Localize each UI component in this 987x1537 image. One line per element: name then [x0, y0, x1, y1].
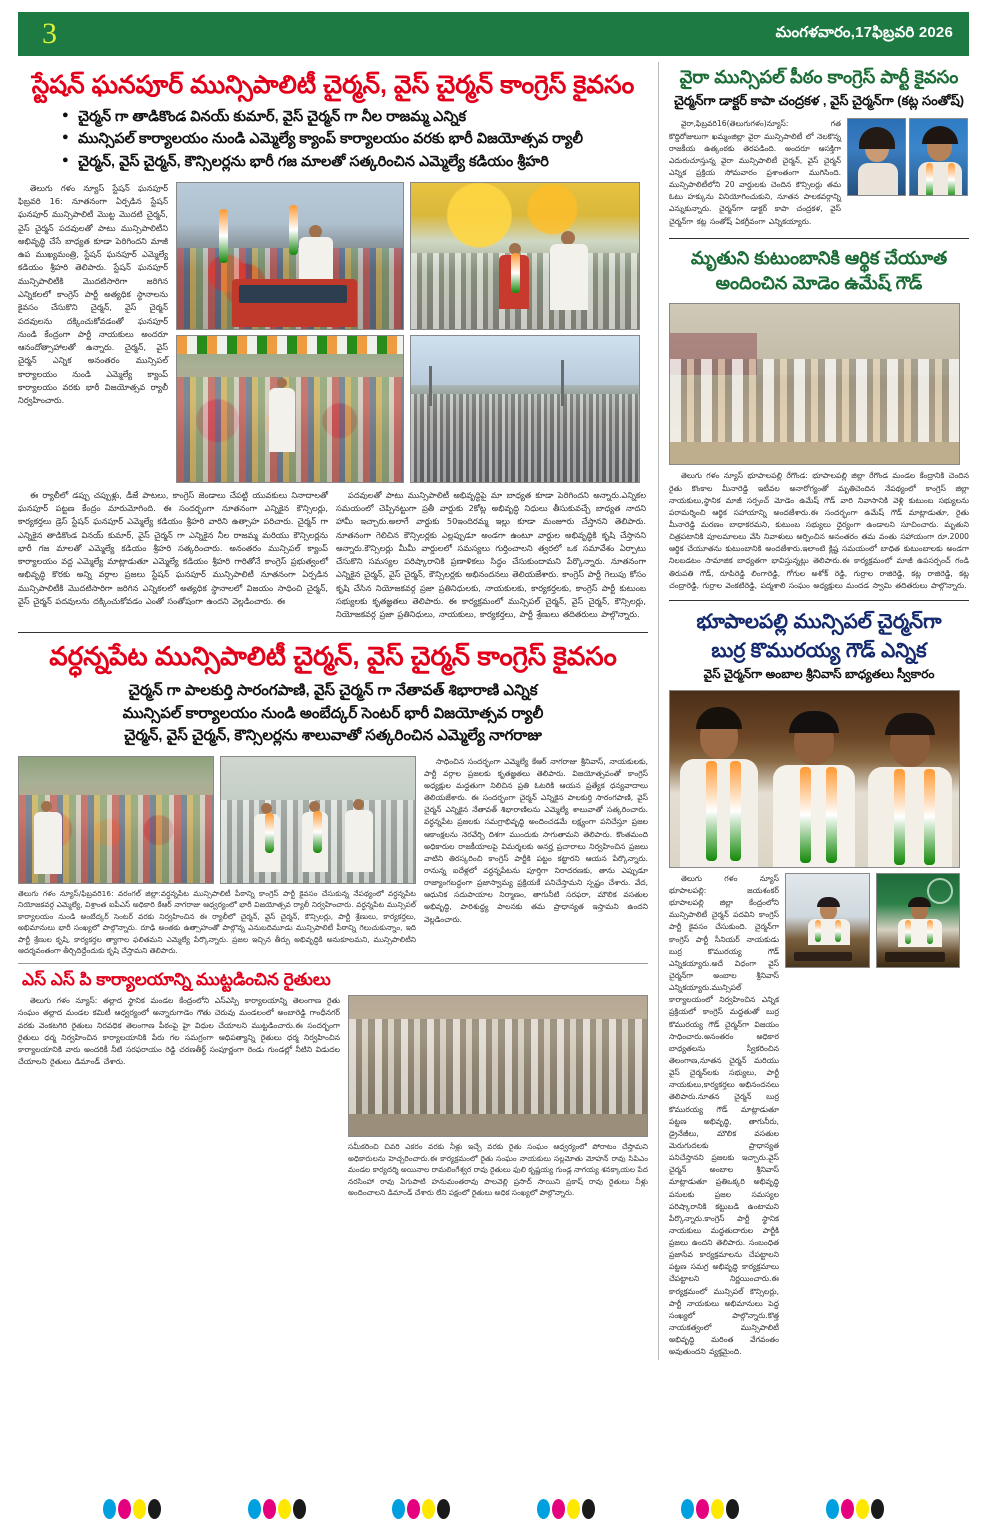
r-article3-headline-line2: బుర్ర కొముర‌య్య గౌడ్ ఎన్నిక — [711, 639, 927, 662]
r-article2-headline-line1: మృతుని కుటుంబానికి ఆర్థిక చేయూత — [690, 247, 948, 268]
article-bhupalpally-chairman — [669, 609, 969, 1361]
magenta-dot — [407, 1499, 420, 1519]
article2-deck-line-1: చైర్మన్ గా పాలకుర్తి సారంగపాణి, వైస్ చైర్మన్ గా నేతావత్ శిభారాణి ఎన్నిక — [128, 682, 538, 700]
publication-date: మంగళవారం,17ఫిబ్రవరి 2026 — [775, 23, 953, 41]
photo-chairperson-kapa-chandrakala — [847, 118, 906, 196]
article3-photo-caption: సమీకరించి చివరి ఎకరం వరకు నీళ్లు ఇచ్చే వరకు రైతు సంఘం ఆధ్వర్యంలో పోరాటం చేస్తామని అధికారులను హెచ్చరించారు.ఈ కార్యక్రమంలో రైతు సంఘం నాయకులు సల్లమోతు మోహన్ రావు సిపిఎం మండల కార్యదర్శి అయినాల రామలింగేశ్వర రావు రైతులు ఫులి కృష్ణయ్య గుండ్ల నాగయ్య శనక్కాయల పేద నరసింహా రావు ఏగుపాటి హనుమంతరావు పాలవెల్లి ప్రసాద్ సాయిని ప్రకాష్ రావు రైతులు నీళ్లు అందించాలని డిమాండ్ చేశారు లేని పక్షంలో రైతులు అధిక సంఖ్యలో పాల్గొన్నారు. — [348, 1142, 648, 1198]
magenta-dot — [841, 1499, 854, 1519]
cyan-dot — [392, 1499, 405, 1519]
cyan-dot — [103, 1499, 116, 1519]
photo-three-leaders — [669, 690, 960, 868]
cyan-dot — [537, 1499, 550, 1519]
cyan-dot — [826, 1499, 839, 1519]
yellow-dot — [133, 1499, 146, 1519]
divider-2 — [18, 963, 648, 964]
yellow-dot — [422, 1499, 435, 1519]
magenta-dot — [263, 1499, 276, 1519]
photo-vardhannapet-rally — [18, 756, 214, 884]
page-columns — [18, 62, 969, 1360]
article-farmers-protest — [18, 970, 648, 1199]
article1-bullet-1: ● చైర్మన్ గా తాడికొండ వినయ్ కుమార్, వైస్ చైర్మన్ గా నీల రాజమ్మ ఎన్నిక — [62, 107, 648, 129]
article3-headline: ఎస్ ఎస్ పి కార్యాలయాన్ని ముట్టడించిన రైతులు — [22, 969, 331, 989]
page-number: 3 — [42, 17, 57, 50]
r-article2-headline-line2: అందించిన మోడెం ఉమేష్ గౌడ్ — [715, 273, 923, 294]
r-article1-body: వైరా,ఫిబ్రవరి16(తెలుగుగళం)న్యూస్: గత కొద్దిరోజులుగా ఖమ్మంజిల్లా వైరా మున్సిపాలిటీ లో నెలకొన్న రాజకీయ ఉత్కంఠకు తెరపడింది. అందరూ ఆసక్తిగా ఎదురుచూస్తున్న వైరా మున్సిపాలిటీ చైర్మన్, వైస్ చైర్మన్ ఎన్నిక ప్రక్రియ సోమవారం ప్రశాంతంగా ముగిసింది. మున్సిపాలిటీలోని 20 వార్డులకు చెందిన కౌన్సిలర్లు తమ ఓటు హక్కును వినియోగించుకుని, నూతన పాలకవర్గాన్ని ఎన్నుకున్నారు. చైర్మన్‌గా డాక్టర్ కాపా చంద్రకళ, వైస్ చైర్మన్‌గా కట్ల సంతోష్ ఏకగ్రీవంగా ఎన్నికయ్యారు. — [669, 119, 841, 226]
photo-vardhannapet-indoor — [220, 756, 416, 884]
article1-body-col1: తెలుగు గళం న్యూస్ స్టేషన్ ఘనపూర్ ఫిబ్రవరి 16: నూతనంగా ఏర్పడిన స్టేషన్ ఘనపూర్ మున్సిపాలిటీ మొట్ట మొదటి చైర్మన్, వైస్ చైర్మన్ పదవులతో పాటు మున్సిపాలిటీని అభివృద్ధి చేసే బాధ్యత కూడా పెరిగిందని మాజీ ఉప ముఖ్యమంత్రి, స్టేషన్ ఘనపూర్ ఎమ్మెల్యే కడియం శ్రీహరి తెలిపారు. స్టేషన్ ఘనపూర్ మున్సిపాలిటీకి మొదటిసారిగా జరిగిన ఎన్నికలలో కాంగ్రెస్ పార్టీ అత్యధిక స్థానాలను కైవసం చేసుకొని చైర్మన్, వైస్ చైర్మన్ పదవులను దక్కించుకోవడంతో ఘనపూర్ నుండి కేంద్రంగా పార్టీ నాయకులు అందరూ ఆనందోత్సాహాలతో ఉన్నారు. చైర్మన్, వైస్ చైర్మన్ ఎన్నిక అనంతరం మున్సిపల్ కార్యాలయం నుండి ఎమ్మెల్యే క్యాంప్ కార్యాలయం వరకు భారీ విజయోత్సవ ర్యాలీ నిర్వహించారు. — [18, 182, 168, 406]
registration-group — [392, 1499, 450, 1519]
article1-bullets — [22, 107, 648, 174]
black-dot — [437, 1499, 450, 1519]
masthead — [18, 12, 969, 56]
article-financial-aid-umesh-goud — [669, 247, 969, 592]
article-wyra-municipal — [669, 66, 969, 230]
yellow-dot — [278, 1499, 291, 1519]
photo-farmers-seated-group — [348, 995, 648, 1137]
article2-deck-line-3: చైర్మన్, వైస్ చైర్మన్, కౌన్సిలర్లను శాలువాతో సత్కరించిన ఎమ్మెల్యే నాగరాజు — [124, 727, 542, 745]
article1-bullet-3: ● చైర్మన్, వైస్ చైర్మన్, కౌన్సిలర్లను భారీ గజ మాలతో సత్కరించిన ఎమ్మెల్యే కడియం శ్రీహరి — [62, 152, 648, 174]
photo-village-group-condolence — [669, 303, 960, 465]
article2-body: సాధించిన సందర్భంగా ఎమ్మెల్యే కేఆర్ నాగరాజు శ్రీనివాస్, నాయకులకు, పార్టీ వర్గాల ప్రజలకు కృతజ్ఞతలు తెలిపారు. విజయోత్సవంతో కాంగ్రెస్ అధ్యక్షుల మద్దతుగా నిలిచిన ప్రతి ఓటరికి ఆయన ప్రత్యేక ధన్యవాదాలు తెలియజేశారు. ఈ సందర్భంగా చైర్మన్ ఎన్నికైన పాలకుర్తి సారంగపాణి, వైస్ చైర్మన్ ఎన్నికైన నేతావత్ శిభారాణిలను ఎమ్మెల్యే శాలువాతో సత్కరించారు. వర్ధన్నపేట ప్రజలకు సమగ్రాభివృద్ధి అందించడమే లక్ష్యంగా పనిచేస్తూ ప్రజల ఆకాంక్షలను నెరవేర్చి దిశగా ముందుకు సాగుతామని తెలిపారు. కొంతమంది అధికారుల రాజకీయాలపై విమర్శలకు అనర్హ ప్రచారాలు నిర్వహించిన ప్రజలు వాటిని తిరస్కరించి కాంగ్రెస్ పార్టీకి పట్టం కట్టారని ఆయన పేర్కొన్నారు. రానున్న ఐదేళ్లలో వర్ధన్నపేటను పూర్తిగా నిరాదరణకు, తాను ఎప్పుడూ రాజ్యాంగబద్ధంగా ప్రజాస్వామ్య ప్రక్రియకే పనిచేస్తామని స్పష్టం చేశారు. వేద, ఆధునిక సదుపాయాల నిర్మాణం, తాగునీటి సరఫరా, మౌలిక వసతుల అభివృద్ధి, పారిశుద్ధ్య పాలనకు తమ ప్రాధాన్యత ఇస్తామని ఉందని వెల్లడించారు. — [424, 756, 648, 924]
black-dot — [726, 1499, 739, 1519]
black-dot — [148, 1499, 161, 1519]
cyan-dot — [681, 1499, 694, 1519]
photo-chairman-at-desk — [785, 873, 870, 968]
photo-vice-chairman-at-desk — [876, 873, 961, 968]
black-dot — [293, 1499, 306, 1519]
photo-vice-chairman-katla-santosh — [909, 118, 968, 196]
yellow-dot — [711, 1499, 724, 1519]
r-article2-body: తెలుగు గళం న్యూస్ భూపాలపల్లి రేగొండ: భూపాలపల్లి జిల్లా రేగొండ మండల కేంద్రానికి చెందిన రైతు కొంకాల మీనారెడ్డి ఇటీవల అనారోగ్యంతో మృతిచెందిన నేపథ్యంలో కాంగ్రెస్ జిల్లా నాయకులు,స్థానిక మాజీ సర్పంచ్ మోడెం ఉమేష్ గౌడ్ వారి నివాసానికి వెళ్లి కుటుంబ సభ్యులను పరామర్శించి ఆర్థిక సహాయాన్ని అందజేశారు.ఈ సందర్భంగా ఉమేష్ గౌడ్ మాట్లాడుతూ, రైతు మీనారెడ్డి మరణం బాధాకరమని, కుటుంబ సభ్యులు ధైర్యంగా ఉండాలని సూచించారు. మృతుని చిత్రపటానికి పూలమాలలు వేసి నివాళులు అర్పించిన అనంతరం తమ వంతు సహాయంగా రూ.2000 ఆర్థిక చేయూతను కుటుంబానికి అందజేశారు.ఇలాంటి క్లిష్ట సమయంలో బాధిత కుటుంబాలకు అండగా నిలబడటం సామాజిక బాధ్యతగా భావిస్తున్నట్లు తెలిపారు.ఈ కార్యక్రమంలో మాజీ ఉపసర్పంచ్ గండి తిరుపతి గౌడ్, రూపిరెడ్డి లింగారెడ్డి, గోగుల అశోక్ రెడ్డి, గుర్రాల రాజిరెడ్డి, కట్ల రాజిరెడ్డి, కట్ల చంద్రారెడ్డి, గుర్రాల వెంకటిరెడ్డి, పద్మశాలి సంఘం అధ్యక్షులు మందడ స్వామి తదితరులు పాల్గొన్నారు. — [669, 471, 969, 590]
divider-1 — [18, 632, 648, 633]
photo-group-felicitation — [176, 335, 404, 483]
article2-headline: వర్ధన్నపేట మున్సిపాలిటీ చైర్మన్, వైస్ చైర్మన్ కాంగ్రెస్ కైవసం — [49, 640, 617, 671]
r-divider-1 — [669, 238, 969, 239]
photo-victory-rally-vehicle — [176, 182, 404, 330]
yellow-dot — [856, 1499, 869, 1519]
article1-lower-text — [18, 489, 648, 624]
left-column — [18, 62, 658, 1360]
article1-content — [18, 182, 648, 483]
photo-street-procession — [410, 335, 640, 483]
article1-body-col3: పదవులతో పాటు మున్సిపాలిటీ అభివృద్ధిపై మా బాధ్యత కూడా పెరిగిందని అన్నారు.ఎన్నికల సమయంలో చెప్పినట్టుగా ప్రతీ వార్డుకు 2కోట్ల అభివృద్ధి నిధులు తీసుకువచ్చే బాధ్యత నాదని హామీ ఇచ్చారు.అలాగే వార్డుకు 50ఇందిరమ్మ ఇల్లు కూడా మంజూరు చేస్తానని తెలిపారు. నూతనంగా గెలిచిన కౌన్సిలర్లకు ఎల్లప్పుడూ అండగా ఉంటూ వార్డుల అభివృద్ధికి కృషి చేస్తానని అన్నారు.కౌన్సిలర్లు మీమీ వార్డులలో సమస్యలు గుర్తించాలని త్వరలో ఒక సమావేశం ఏర్పాటు చేసుకొని సమస్యల పరిష్కారానికి ప్రణాళికలు సిద్ధం చేసుకుందామని పేర్కొన్నారు. నూతనంగా ఎన్నికైన చైర్మన్, వైస్ చైర్మన్, కౌన్సిలర్లకు అభినందనలు తెలియజేశారు. కాంగ్రెస్ పార్టీ గెలుపు కోసం కృషి చేసిన నియోజకవర్గ ప్రజా ప్రతినిధులకు, నాయకులకు, కార్యకర్తలకు, కాంగ్రెస్ పార్టీ కుటుంబ సభ్యులకు కృతజ్ఞతలు తెలిపారు. ఈ కార్యక్రమంలో మున్సిపల్ చైర్మన్, వైస్ చైర్మన్, కౌన్సిలర్లు, నియోజకవర్గ ప్రజా ప్రతినిధులు, నాయకులు, కార్యకర్తలు, పార్టీ శ్రేణులు తదితరులు పాల్గొన్నారు. — [336, 489, 646, 620]
article-station-ghanpur — [18, 70, 648, 624]
article3-body: తెలుగు గళం న్యూస్: తల్లాద స్థానిక మండల కేంద్రంలోని ఎస్ఎస్పి కార్యాలయాన్ని తెలంగాణ రైతు సంఘం తల్లాద మండల కమిటీ ఆధ్వర్యంలో అన్నారుగాడెం గౌతు చెరువు మండలంలో అంబారెడ్డి గాంధీనగర్ వరకు వెంకటగిరి రైతులు నిరవధిక తెలంగాణ పీఠంపై హై విధుల చేయాలని ముట్టడించారు.ఈ సందర్భంగా రైతులు ధర్మ నిర్వహించిన కార్యాలయానికి పేరు గల సమగ్రంగా ఆధిపత్యాన్ని రైతులు ధర్మ నిర్వహించిన కార్యాలయానికి వారు అందరికీ నీటి సరఫరాయం రెడ్డి చరణతీర్థ్ సంపూర్ణంగా రెండు గుండల్లో నీటిని విడుదల చేయాలని రైతులు డిమాండ్ చేశారు. — [18, 996, 340, 1067]
registration-group — [826, 1499, 884, 1519]
article2-deck — [18, 680, 648, 748]
r-article3-body: తెలుగు గళం న్యూస్ భూపాలపల్లి: జయశంకర్ భూపాలపల్లి జిల్లా కేంద్రంలోని మున్సిపాలిటీ చైర్మన్ పదవిని కాంగ్రెస్ పార్టీ కైవసం చేసుకుంది. చైర్మన్‌గా కాంగ్రెస్ పార్టీ సీనియర్ నాయకుడు బుర్ర కొముర‌య్య గౌడ్ ఎన్నికయ్యారు.అదే విధంగా వైస్ చైర్మన్‌గా అంబాల శ్రీనివాస్ ఎన్నికయ్యారు.మున్సిపల్ కార్యాలయంలో నిర్వహించిన ఎన్నిక ప్రక్రియలో కాంగ్రెస్ మద్దతుతో బుర్ర కొముర‌య్య గౌడ్ చైర్మన్‌గా విజయం సాధించారు.అనంతరం అధికార బాధ్యతలను స్వీకరించిన తెలంగాణ,నూతన చైర్మన్ మరియు వైస్ చైర్మన్‌లకు సభ్యులు, పార్టీ నాయకులు,కార్యకర్తలు అభినందనలు తెలిపారు.నూతన చైర్మన్ బుర్ర కొముర‌య్య గౌడ్ మాట్లాడుతూ పట్టణ అభివృద్ధి, తాగునీరు, డ్రైనేజీలు, మౌలిక వసతుల మెరుగుదలకు ప్రాధాన్యత పనిచేస్తానని ప్రజలకు ఇచ్చారు.వైస్ చైర్మన్ అంబాల శ్రీనివాస్ మాట్లాడుతూ ప్రతిఒక్కరి అభివృద్ధి పనులకు ప్రజల సమస్యల పరిష్కారానికి కట్టుబడి ఉంటామని పేర్కొన్నారు.కాంగ్రెస్ పార్టీ స్థానిక నాయకులు మద్దతుదారుల పార్టీకి ప్రజలు ఉందని తెలిపారు. సంబంధిత ప్రజాసేవ కార్యక్రమాలను చేపట్టాలని పట్టణ సమగ్ర అభివృద్ధి కార్యక్రమాలు చేపట్టాలని నిర్ణయించారు.ఈ కార్యక్రమంలో మున్సిపల్ కౌన్సిలర్లు, పార్టీ నాయకులు అభిమానులు పెద్ద సంఖ్యలో పాల్గొన్నారు.కొత్త నాయకత్వంలో మున్సిపాలిటీ అభివృద్ధి మరింత వేగవంతం అవుతుందని వ్యక్తమైంది. — [669, 873, 779, 1357]
photo-congress-office-felicitation — [410, 182, 640, 330]
black-dot — [871, 1499, 884, 1519]
registration-group — [103, 1499, 161, 1519]
r-divider-2 — [669, 600, 969, 601]
registration-marks-bar — [0, 1499, 987, 1519]
cyan-dot — [248, 1499, 261, 1519]
registration-group — [537, 1499, 595, 1519]
magenta-dot — [696, 1499, 709, 1519]
article2-photo-caption: తెలుగు గళం న్యూస్/ఫిబ్రవరి16: వరంగల్ జిల్లా:వర్ధన్నపేట మున్సిపాలిటీ పీఠాన్ని కాంగ్రెస్ పార్టీ కైవసం చేసుకున్న నేపథ్యంలో వర్ధన్నపేట నియోజకవర్గ ఎమ్మెల్యే, విశ్రాంత ఐపీఎస్ అధికారి కేఆర్ నాగరాజు ఆధ్వర్యంలో భారీ విజయోత్సవ ర్యాలీ నిర్వహించారు. వర్ధన్నపేట మున్సిపల్ కార్యాలయం నుండి అంబేద్కర్ సెంటర్ వరకు నిర్వహించిన ఈ ర్యాలీలో చైర్మన్, వైస్ చైర్మన్, కౌన్సిలర్లు, పార్టీ శ్రేణులు, కార్యకర్తలు, అభిమానులు భారీ సంఖ్యలో పాల్గొన్నారు. రూఢి అంతకు ఉత్సాహంతో పాల్గొన్న ఎనుబదిమూడు మున్సిపాలిటీ పీఠాన్ని గెలుచుకున్నాం, ఇది పార్టీ శ్రేణుల కృషి, కార్యకర్తల త్యాగాల ఫలితమని ఎమ్మెల్యే పేర్కొన్నారు. ప్రజల ఇచ్చిన తీర్పు అభివృద్ధికి అనుకూలమని, మున్సిపాలిటీని ఆదర్శవంతంగా తీర్చిదిద్దేందుకు కృషి చేస్తామని తెలిపారు. — [18, 888, 416, 956]
article1-body-col2: ఈ ర్యాలీలో డప్పు చప్పుళ్లు, డీజే పాటలు, కాంగ్రెస్ జెండాలు చేపట్టి యువకులు నినాదాలతో ఘనపూర్ పట్టణ కేంద్రం మారుమోగింది. ఈ సందర్భంగా నూతనంగా ఎన్నికైన కౌన్సిలర్లు, కార్యకర్తలు డ్రెస్ స్టేషన్ ఘనపూర్ ఎమ్మెల్యే కడియం శ్రీహరి వారిని ఉత్సాహ పరిచారు. చైర్మన్ గా ఎన్నికైన తాడికొండ వినయ్ కుమార్, వైస్ చైర్మన్ గా ఎన్నికైన నీల రాజమ్మ మరియు కౌన్సిలర్లను భారీ గజ మాలతో ఎమ్మెల్యే కడియం శ్రీహరి సత్కరించారు. అనంతరం మున్సిపల్ క్యాంప్ కార్యాలయం వద్ద ఎమ్మెల్యే మాట్లాడుతూ ఎమ్మెల్యే కడియం శ్రీహరి గారితోనే కాంగ్రెస్ ప్రభుత్వంలో అభివృద్ధి కొరకు అన్ని వర్గాల ప్రజలు స్టేషన్ ఘనపూర్ మున్సిపాలిటీ నూతనంగా ఏర్పడిన మున్సిపాలిటీకి మొదటిసారిగా జరిగిన ఎన్నికలలో అత్యధిక స్థానాలలో విజయం సాధించి చైర్మన్, వైస్ చైర్మన్ పదవులను దక్కించుకోవడం ఎంతో సంతోషంగా ఉందని వెల్లడించారు. ఈ — [18, 489, 328, 606]
r-article3-headline-line1: భూపాలపల్లి మున్సిపల్ చైర్మన్‌గా — [696, 610, 942, 633]
yellow-dot — [567, 1499, 580, 1519]
right-column — [658, 62, 969, 1360]
article2-deck-line-2: మున్సిపల్ కార్యాలయం నుండి అంబేద్కర్ సెంటర్ భారీ విజయోత్సవ ర్యాలీ — [122, 704, 544, 722]
article2-content — [18, 756, 648, 957]
black-dot — [582, 1499, 595, 1519]
article1-bullet-2: ● మున్సిపల్ కార్యాలయం నుండి ఎమ్మెల్యే క్యాంప్ కార్యాలయం వరకు భారీ విజయోత్సవ ర్యాలీ — [62, 129, 648, 151]
magenta-dot — [118, 1499, 131, 1519]
article-vardhannapet — [18, 641, 648, 957]
r-article3-deck: వైస్ చైర్మన్‌గా అంబాల శ్రీనివాస్ బాధ్యతలు స్వీకారం — [703, 666, 935, 681]
r-article1-deck: చైర్మన్‌గా డాక్టర్ కాపా చంద్రకళ , వైస్ చైర్మన్‌గా (కట్ల సంతోష్) — [673, 93, 965, 109]
article1-headline: స్టేషన్ ఘనపూర్ మున్సిపాలిటీ చైర్మన్, వైస్ చైర్మన్ కాంగ్రెస్ కైవసం — [31, 71, 635, 99]
r-article1-headline: వైరా మున్సిపల్ పీఠం కాంగ్రెస్ పార్టీ కైవసం — [679, 67, 959, 87]
magenta-dot — [552, 1499, 565, 1519]
registration-group — [248, 1499, 306, 1519]
newspaper-page — [0, 12, 987, 1537]
registration-group — [681, 1499, 739, 1519]
